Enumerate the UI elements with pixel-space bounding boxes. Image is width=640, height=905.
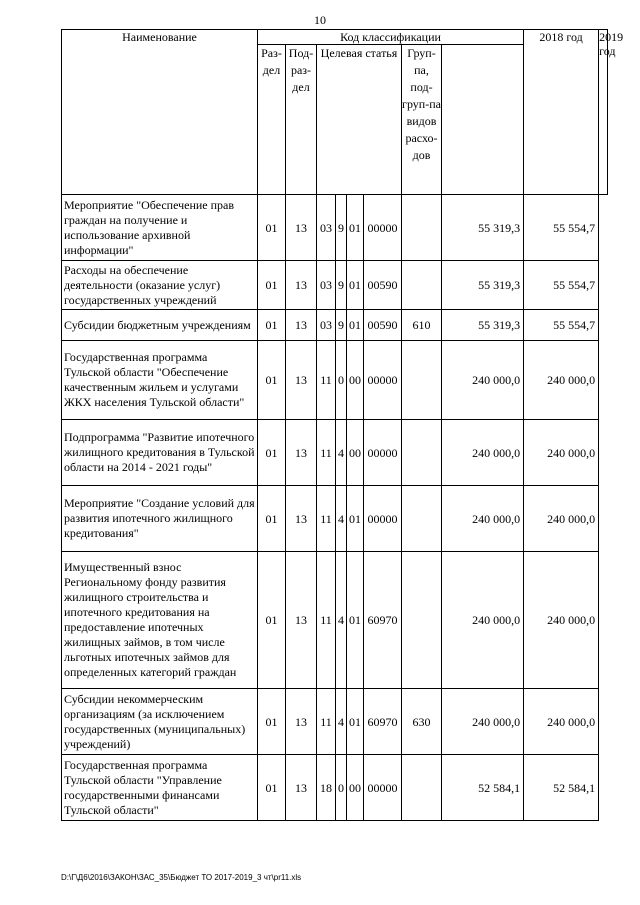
row-target-part3: 01 — [347, 195, 364, 261]
row-target-part4: 00000 — [364, 420, 402, 486]
row-section: 01 — [258, 486, 286, 552]
row-value-2018: 240 000,0 — [442, 420, 524, 486]
row-name: Мероприятие "Обеспечение прав граждан на получение и использование архивной информации" — [62, 195, 258, 261]
row-target-part2: 9 — [336, 261, 347, 310]
row-target-part2: 4 — [336, 486, 347, 552]
row-name: Субсидии некоммерческим организациям (за исключением государственных (муниципальных) учреждений) — [62, 689, 258, 755]
row-name: Государственная программа Тульской области "Обеспечение качественным жильем и услугами ЖКХ населения Тульской области" — [62, 341, 258, 420]
row-section: 01 — [258, 420, 286, 486]
row-value-2018: 240 000,0 — [442, 689, 524, 755]
row-subsection: 13 — [286, 310, 317, 341]
row-value-2018: 55 319,3 — [442, 310, 524, 341]
row-value-2019: 240 000,0 — [524, 420, 599, 486]
row-value-2018: 52 584,1 — [442, 755, 524, 821]
row-target-part1: 18 — [317, 755, 336, 821]
row-target-part4: 00000 — [364, 486, 402, 552]
row-target-part1: 11 — [317, 486, 336, 552]
row-target-part4: 00000 — [364, 341, 402, 420]
header-code: Код классификации — [258, 30, 524, 45]
page-number: 10 — [314, 13, 326, 27]
row-target-part1: 03 — [317, 310, 336, 341]
table-row — [62, 310, 608, 341]
header-subsection: Под-раз-дел — [286, 45, 317, 195]
row-value-2019: 240 000,0 — [524, 486, 599, 552]
row-target-part2: 4 — [336, 552, 347, 689]
row-name: Подпрограмма "Развитие ипотечного жилищного кредитования в Тульской области на 2014 - 2021 годы" — [62, 420, 258, 486]
row-name: Расходы на обеспечение деятельности (оказание услуг) государственных учреждений — [62, 261, 258, 310]
table-row — [62, 486, 608, 552]
row-target-part3: 00 — [347, 341, 364, 420]
row-section: 01 — [258, 310, 286, 341]
row-value-2019: 55 554,7 — [524, 310, 599, 341]
row-value-2019: 240 000,0 — [524, 552, 599, 689]
row-group — [402, 341, 442, 420]
row-group — [402, 195, 442, 261]
row-value-2019: 240 000,0 — [524, 689, 599, 755]
row-subsection: 13 — [286, 552, 317, 689]
footer-file-path: D:\Г\Д6\2016\ЗАКОН\ЗАС_35\Бюджет ТО 2017-2019_3 чт\pr11.xls — [61, 873, 302, 882]
table-row — [62, 420, 608, 486]
row-value-2019: 240 000,0 — [524, 341, 599, 420]
row-target-part3: 00 — [347, 755, 364, 821]
row-group — [402, 420, 442, 486]
table-row — [62, 552, 608, 689]
row-group — [402, 261, 442, 310]
row-group — [402, 486, 442, 552]
row-target-part2: 4 — [336, 689, 347, 755]
row-subsection: 13 — [286, 689, 317, 755]
row-target-part4: 60970 — [364, 552, 402, 689]
row-target-part4: 00590 — [364, 261, 402, 310]
row-target-part1: 11 — [317, 341, 336, 420]
row-subsection: 13 — [286, 420, 317, 486]
row-value-2019: 55 554,7 — [524, 195, 599, 261]
header-group: Груп-па, под-груп-па видов расхо-дов — [402, 45, 442, 195]
row-target-part3: 01 — [347, 310, 364, 341]
row-section: 01 — [258, 552, 286, 689]
row-value-2018: 55 319,3 — [442, 195, 524, 261]
row-target-part1: 11 — [317, 420, 336, 486]
row-section: 01 — [258, 341, 286, 420]
row-subsection: 13 — [286, 261, 317, 310]
row-target-part4: 00000 — [364, 195, 402, 261]
row-subsection: 13 — [286, 341, 317, 420]
header-section: Раз-дел — [258, 45, 286, 195]
row-target-part4: 00000 — [364, 755, 402, 821]
row-target-part1: 03 — [317, 261, 336, 310]
row-group: 610 — [402, 310, 442, 341]
row-name: Имущественный взнос Региональному фонду развития жилищного строительства и ипотечного кредитования на предоставление ипотечных жилищных займов, в том числе льготных ипотечных займов для определенных категорий граждан — [62, 552, 258, 689]
row-target-part2: 9 — [336, 195, 347, 261]
budget-table — [61, 29, 624, 821]
table-row — [62, 195, 608, 261]
row-subsection: 13 — [286, 755, 317, 821]
row-section: 01 — [258, 261, 286, 310]
row-value-2019: 52 584,1 — [524, 755, 599, 821]
row-section: 01 — [258, 195, 286, 261]
row-target-part1: 03 — [317, 195, 336, 261]
row-section: 01 — [258, 689, 286, 755]
row-group: 630 — [402, 689, 442, 755]
row-name: Субсидии бюджетным учреждениям — [62, 310, 258, 341]
row-target-part2: 4 — [336, 420, 347, 486]
row-value-2018: 240 000,0 — [442, 552, 524, 689]
table-row — [62, 755, 608, 821]
row-target-part3: 01 — [347, 486, 364, 552]
row-target-part3: 01 — [347, 261, 364, 310]
row-value-2019: 55 554,7 — [524, 261, 599, 310]
table-row — [62, 261, 608, 310]
table-row — [62, 689, 608, 755]
row-target-part4: 60970 — [364, 689, 402, 755]
header-target-item: Целевая статья — [317, 45, 402, 195]
row-value-2018: 240 000,0 — [442, 486, 524, 552]
row-target-part2: 9 — [336, 310, 347, 341]
table-row — [62, 341, 608, 420]
header-year-2019: 2019 год — [599, 30, 608, 195]
row-subsection: 13 — [286, 486, 317, 552]
header-name: Наименование — [62, 30, 258, 195]
row-section: 01 — [258, 755, 286, 821]
row-target-part3: 01 — [347, 552, 364, 689]
row-name: Государственная программа Тульской области "Управление государственными финансами Тульской области" — [62, 755, 258, 821]
row-target-part1: 11 — [317, 689, 336, 755]
header-year-2018: 2018 год — [524, 30, 599, 195]
row-target-part3: 01 — [347, 689, 364, 755]
row-target-part2: 0 — [336, 341, 347, 420]
row-target-part2: 0 — [336, 755, 347, 821]
row-target-part4: 00590 — [364, 310, 402, 341]
row-subsection: 13 — [286, 195, 317, 261]
row-target-part3: 00 — [347, 420, 364, 486]
row-group — [402, 552, 442, 689]
row-target-part1: 11 — [317, 552, 336, 689]
row-group — [402, 755, 442, 821]
row-value-2018: 55 319,3 — [442, 261, 524, 310]
row-value-2018: 240 000,0 — [442, 341, 524, 420]
row-name: Мероприятие "Создание условий для развития ипотечного жилищного кредитования" — [62, 486, 258, 552]
